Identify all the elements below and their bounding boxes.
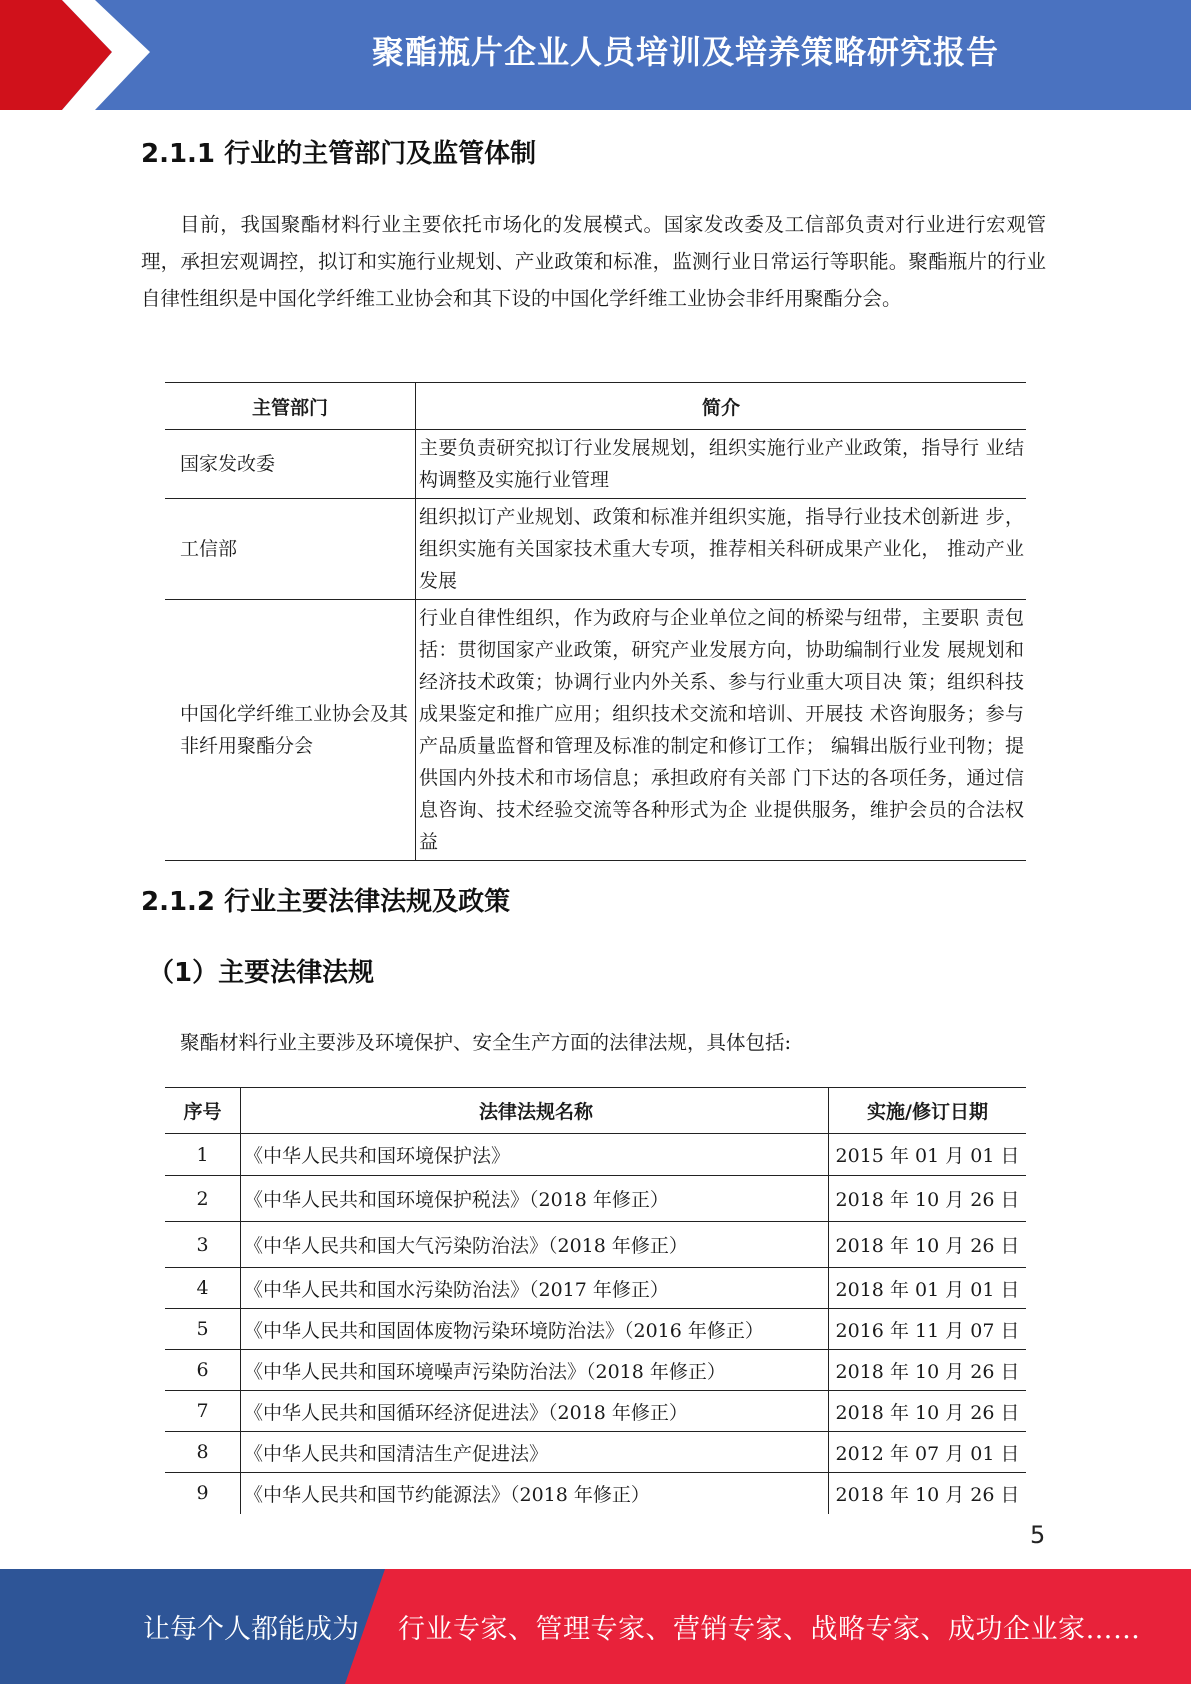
desc-cell: 主要负责研究拟订行业发展规划，组织实施行业产业政策，指导行 业结构调整及实施行业管理 <box>416 430 1027 499</box>
row-number: 7 <box>165 1391 241 1432</box>
row-number: 1 <box>165 1134 241 1176</box>
dept-cell: 国家发改委 <box>165 430 416 499</box>
column-header-date: 实施/修订日期 <box>829 1088 1027 1134</box>
table-row <box>165 430 1026 499</box>
law-name: 《中华人民共和国固体废物污染环境防治法》（2016 年修正） <box>241 1309 829 1350</box>
table-header-row <box>165 383 1026 430</box>
page-footer <box>0 1569 1191 1684</box>
law-date: 2018 年 10 月 26 日 <box>829 1222 1027 1268</box>
law-date: 2018 年 01 月 01 日 <box>829 1268 1027 1309</box>
row-number: 3 <box>165 1222 241 1268</box>
table-row <box>165 1222 1026 1268</box>
law-name: 《中华人民共和国大气污染防治法》（2018 年修正） <box>241 1222 829 1268</box>
row-number: 8 <box>165 1432 241 1473</box>
law-date: 2018 年 10 月 26 日 <box>829 1473 1027 1514</box>
report-title: 聚酯瓶片企业人员培训及培养策略研究报告 <box>371 33 999 71</box>
law-date: 2015 年 01 月 01 日 <box>829 1134 1027 1176</box>
table-row <box>165 1134 1026 1176</box>
dept-cell: 工信部 <box>165 499 416 600</box>
section-heading-2-1-1: 2.1.1 行业的主管部门及监管体制 <box>141 139 537 169</box>
law-name: 《中华人民共和国水污染防治法》（2017 年修正） <box>241 1268 829 1309</box>
page-header <box>0 0 1191 110</box>
law-name: 《中华人民共和国循环经济促进法》（2018 年修正） <box>241 1391 829 1432</box>
law-date: 2012 年 07 月 01 日 <box>829 1432 1027 1473</box>
law-name: 《中华人民共和国环境保护税法》（2018 年修正） <box>241 1176 829 1222</box>
dept-cell: 中国化学纤维工业协会及其非纤用聚酯分会 <box>165 600 416 861</box>
desc-cell: 组织拟订产业规划、政策和标准并组织实施，指导行业技术创新进 步，组织实施有关国家技术重大专项，推荐相关科研成果产业化， 推动产业发展 <box>416 499 1027 600</box>
footer-slogan-left: 让每个人都能成为 <box>143 1614 359 1645</box>
row-number: 5 <box>165 1309 241 1350</box>
table-row <box>165 1432 1026 1473</box>
law-name: 《中华人民共和国环境噪声污染防治法》（2018 年修正） <box>241 1350 829 1391</box>
table-header-row <box>165 1088 1026 1134</box>
row-number: 4 <box>165 1268 241 1309</box>
table-row <box>165 600 1026 861</box>
table-row <box>165 499 1026 600</box>
row-number: 9 <box>165 1473 241 1514</box>
law-date: 2018 年 10 月 26 日 <box>829 1350 1027 1391</box>
table-row <box>165 1350 1026 1391</box>
law-date: 2018 年 10 月 26 日 <box>829 1391 1027 1432</box>
desc-cell: 行业自律性组织，作为政府与企业单位之间的桥梁与纽带，主要职 责包括：贯彻国家产业政策，研究产业发展方向，协助编制行业发 展规划和经济技术政策；协调行业内外关系、参与行业重大项目决 策；组织科技成果鉴定和推广应用；组织技术交流和培训、开展技 术咨询服务；参与产品质量监督和管理及标准的制定和修订工作； 编辑出版行业刊物；提供国内外技术和市场信息；承担政府有关部 门下达的各项任务，通过信息咨询、技术经验交流等各种形式为企 业提供服务，维护会员的合法权益 <box>416 600 1027 861</box>
column-header-no: 序号 <box>165 1088 241 1134</box>
intro-paragraph: 目前，我国聚酯材料行业主要依托市场化的发展模式。国家发改委及工信部负责对行业进行宏观管理，承担宏观调控，拟订和实施行业规划、产业政策和标准，监测行业日常运行等职能。聚酯瓶片的行业自律性组织是中国化学纤维工业协会和其下设的中国化学纤维工业协会非纤用聚酯分会。 <box>141 213 1046 310</box>
row-number: 2 <box>165 1176 241 1222</box>
table-row <box>165 1268 1026 1309</box>
table-row <box>165 1473 1026 1514</box>
law-date: 2018 年 10 月 26 日 <box>829 1176 1027 1222</box>
column-header-desc: 简介 <box>416 383 1027 430</box>
column-header-name: 法律法规名称 <box>241 1088 829 1134</box>
laws-table <box>165 1087 1026 1514</box>
column-header-dept: 主管部门 <box>165 383 416 430</box>
row-number: 6 <box>165 1350 241 1391</box>
laws-intro-paragraph: 聚酯材料行业主要涉及环境保护、安全生产方面的法律法规，具体包括: <box>180 1031 792 1054</box>
section-heading-2-1-2: 2.1.2 行业主要法律法规及政策 <box>141 887 511 917</box>
authority-table <box>165 382 1026 861</box>
page-number: 5 <box>1030 1521 1046 1549</box>
table-row <box>165 1309 1026 1350</box>
table-row <box>165 1391 1026 1432</box>
law-name: 《中华人民共和国节约能源法》（2018 年修正） <box>241 1473 829 1514</box>
subsection-heading-laws: （1）主要法律法规 <box>148 958 375 988</box>
footer-slogan-right: 行业专家、管理专家、营销专家、战略专家、成功企业家…… <box>398 1614 1141 1645</box>
law-name: 《中华人民共和国清洁生产促进法》 <box>241 1432 829 1473</box>
table-row <box>165 1176 1026 1222</box>
law-date: 2016 年 11 月 07 日 <box>829 1309 1027 1350</box>
law-name: 《中华人民共和国环境保护法》 <box>241 1134 829 1176</box>
